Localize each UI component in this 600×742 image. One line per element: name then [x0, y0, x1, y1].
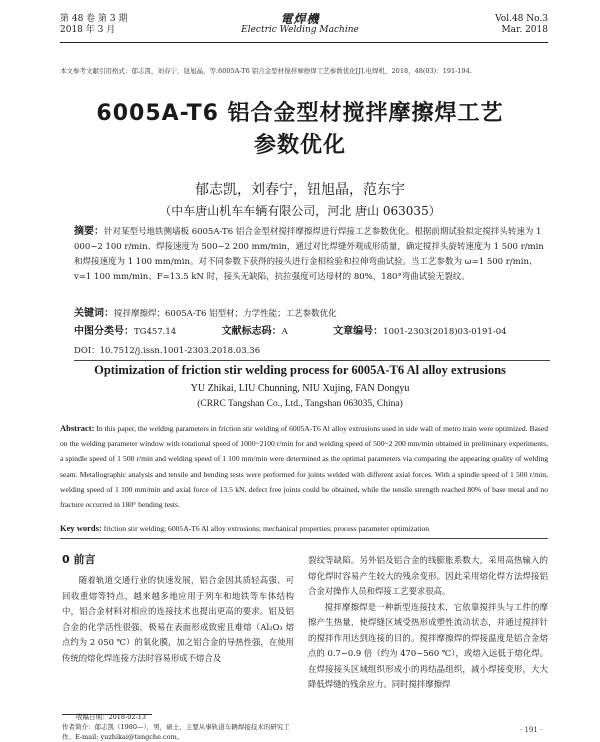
- abstract-en-text: In this paper, the welding parameters in friction stir welding of 6005A-T6 Al alloy extrusions used in side wall of metro train were optimized. Based on the welding parameter window with rotational speed of 1000~2100 r/min for and welding speed of 500~2 200 mm/min obtained in preliminary experiments, a spindle speed of 1 500 r/min and welding speed of 1 100 mm/min were determined as the optimal parameters via comparing the appearing quality of welding seam. Metallographic analysis and tensile and bending tests were performed for joints welded with different axial forces. With a spindle speed of 1 500 r/min, welding speed of 1 100 mm/min and axial force of 13.5 kN, defect free joints could be obtained, while the tensile strength reached 80% of base metal and no fracture occurred in 180° bending tests.: [60, 424, 548, 510]
- paper-title-en: Optimization of friction stir welding process for 6005A-T6 Al alloy extrusions: [94, 363, 506, 377]
- journal-volume-info-en: [495, 14, 548, 36]
- institution-en: (CRRC Tangshan Co., Ltd., Tangshan 063035, China): [197, 399, 403, 409]
- doi: DOI：10.7512/j.issn.1001-2303.2018.03.36: [74, 346, 261, 356]
- body-column-right: [308, 553, 548, 693]
- title-zh-line1: 6005A-T6 铝合金型材搅拌摩擦焊工艺: [96, 101, 504, 126]
- header-rule: [60, 42, 548, 43]
- issue-date: 2018 年 3 月: [60, 25, 116, 35]
- paper-title-zh: [40, 98, 560, 162]
- abstract-en-label: Abstract:: [60, 423, 95, 433]
- volume-issue-en: Vol.48 No.3: [495, 14, 548, 24]
- authors-en: YU Zhikai, LIU Chunning, NIU Xujing, FAN Dongyu: [190, 383, 410, 394]
- article-number-label: 文章编号：: [333, 326, 384, 337]
- class-label: 中图分类号：: [74, 326, 134, 337]
- abstract-zh-label: 摘要：: [74, 226, 104, 237]
- keywords-en: [60, 522, 548, 535]
- title-zh-line2: 参数优化: [253, 133, 346, 158]
- doi-rule: [74, 360, 550, 361]
- journal-logo: 電焊機: [280, 12, 320, 26]
- section-heading-intro: 0 前言: [62, 553, 96, 566]
- abstract-zh-text: 针对某型号地铁侧墙板 6005A-T6 铝合金型材搅拌摩擦焊进行焊接工艺参数优化。根据前期试验拟定搅拌头转速为 1 000~2 100 r/min、焊接速度为 500~2 200 mm/min，通过对比焊缝外观成形质量，确定搅拌头旋转速度为 1 500 r/min和焊接速度为 1 100 mm/min。对不同参数下获得的接头进行金相检验和拉伸弯曲试验。当工艺参数为 ω=1 500 r/min、v=1 100 mm/min、F=13.5 kN 时，接头无缺陷，抗拉强度可达母材的 80%，180°弯曲试验无裂纹。: [74, 227, 544, 282]
- class-value: TG457.14: [134, 327, 177, 337]
- keywords-zh-label: 关键词：: [74, 308, 114, 319]
- abstract-zh: [74, 224, 550, 285]
- keywords-zh-text: 搅拌摩擦焊；6005A-T6 铝型材；力学性能；工艺参数优化: [114, 309, 337, 319]
- volume-issue: 第 48 卷 第 3 期: [60, 14, 128, 24]
- authors-zh: 郁志凯，刘春宁，钮旭晶，范东宇: [195, 182, 405, 198]
- classification-row: [74, 325, 550, 339]
- abstract-rule: [60, 538, 548, 539]
- article-number-value: 1001-2303(2018)03-0191-04: [383, 327, 507, 337]
- citation-format: 本文参考文献引用格式：郁志凯，刘春宁，钮旭晶，等.6005A-T6 铝合金型材搅拌摩擦焊工艺参数优化[J].电焊机，2018，48(03)：191-194.: [60, 67, 472, 75]
- footnote: [62, 712, 302, 742]
- footnote-received: 收稿日期：2018-02-13: [76, 713, 146, 721]
- journal-name-en: Electric Welding Machine: [241, 25, 359, 35]
- intro-paragraph-2: 搅拌摩擦焊是一种新型连接技术，它依靠搅拌头与工件的摩擦产生热量，使焊缝区域受热形成塑性流动状态，并通过搅拌针的搅拌作用达到连接的目的。搅拌摩擦焊的焊接温度是铝合金熔点的 0.7~0.9 倍（约为 470~560 ℃），或熔入远低于熔化焊。在焊接接头区域组织形成小的再结晶组织，减小焊接变形，大大降低焊缝的残余应力。同时搅拌摩擦焊: [308, 601, 548, 689]
- keywords-zh: [74, 307, 550, 321]
- keywords-en-label: Key words:: [60, 523, 102, 533]
- doc-code-value: A: [281, 327, 288, 337]
- body-column-left: [62, 573, 294, 666]
- abstract-en: [60, 421, 548, 512]
- intro-paragraph-continued: 裂纹等缺陷。另外铝及铝合金的线膨胀系数大，采用高热输入的熔化焊时容易产生较大的残余变形。因此采用熔化焊方法焊接铝合金对操作人员和焊接工艺要求很高。: [308, 555, 548, 596]
- doc-code-label: 文献标志码：: [221, 326, 282, 337]
- footnote-author: 作者简介：郁志凯（1980—），男，硕士，主要从事轨道车辆焊接技术的研究工作。E-mail: yuzhikai@tangche.com。: [62, 723, 290, 741]
- keywords-en-text: friction stir welding; 6005A-T6 Al alloy extrusions; mechanical properties; process parameter optimization: [103, 524, 430, 533]
- institution-zh: （中车唐山机车车辆有限公司，河北 唐山 063035）: [159, 204, 441, 218]
- intro-paragraph-1: 随着轨道交通行业的快速发展，铝合金因其质轻高强、可回收重熔等特点，越来越多地应用于列车和地铁等车体结构中，铝合金材料对相应的连接技术也提出更高的要求。铝及铝合金的化学活性很强，极易在表面形成致密且难熔（Al₂O₃ 熔点约为 2 050 ℃）的氧化膜，加之铝合金的导热性强，在使用传统的熔化焊连接方法时容易形成不熔合及: [62, 575, 294, 663]
- issue-date-en: Mar. 2018: [501, 25, 548, 35]
- page-number: · 191 ·: [520, 726, 543, 734]
